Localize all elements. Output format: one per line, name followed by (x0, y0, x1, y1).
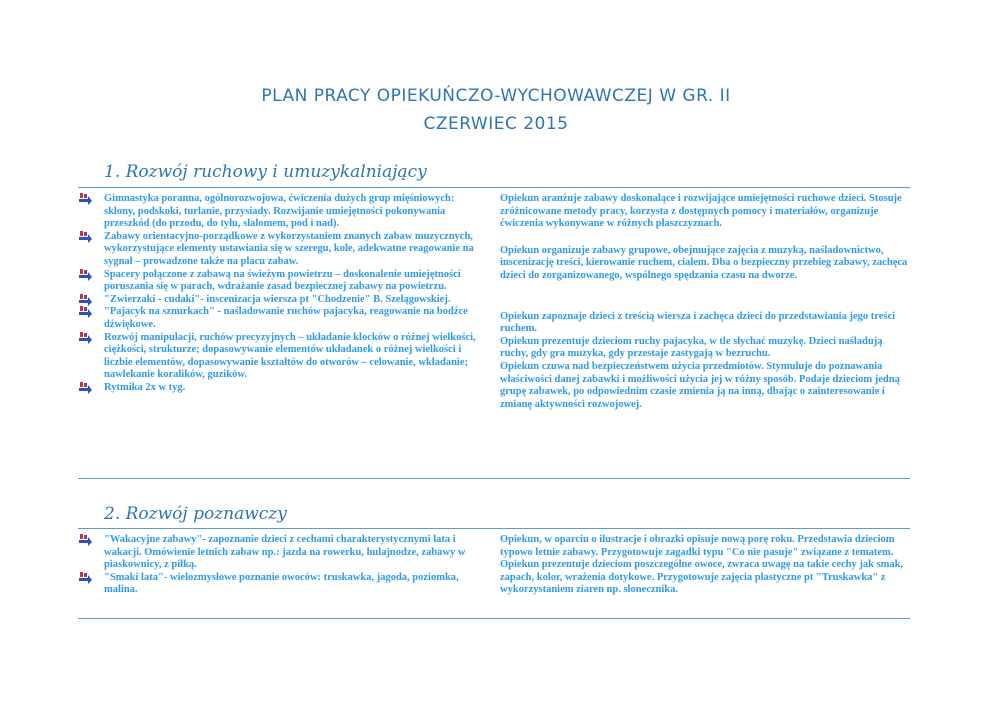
list-item (78, 572, 482, 597)
section-1-methods (500, 193, 910, 411)
bullet-arrow-icon (78, 294, 92, 306)
list-item-text: "Zwierzaki - cudaki"- inscenizacja wiersza pt "Chodzenie" B. Szelągowskiej. (104, 293, 451, 305)
list-item-text: Spacery połączone z zabawą na świeżym powietrzu – doskonalenie umiejętności poruszania się w parach, wdrażanie zasad bezpiecznej zabawy na powietrzu. (104, 268, 461, 293)
page-subtitle: CZERWIEC 2015 (423, 114, 569, 134)
page-title: PLAN PRACY OPIEKUŃCZO-WYCHOWAWCZEJ W GR. II (261, 86, 731, 106)
list-item (78, 193, 482, 231)
list-item (78, 269, 482, 294)
method-paragraph: Opiekun prezentuje dzieciom ruchy pajacyka, w tle słychać muzykę. Dzieci naśladują ruchy, gdy gra muzyka, gdy przestaje zastygają w bezruchu. (500, 335, 883, 360)
list-item-text: Rytmika 2x w tyg. (104, 381, 186, 393)
section-divider (78, 187, 910, 188)
list-item (78, 332, 482, 382)
section-divider (78, 618, 910, 619)
list-item-text: Zabawy orientacyjno-porządkowe z wykorzystaniem znanych zabaw muzycznych, wykorzystujące elementy ustawiania się w szeregu, kole, adekwatne reagowanie na sygnał – prowadzone także na placu zabaw. (104, 230, 474, 267)
method-paragraph: Opiekun, w oparciu o ilustracje i obrazki opisuje nową porę roku. Przedstawia dzieciom typowo letnie zabawy. Przygotowuje zagadki typu "Co nie pasuje" związane z tematem. (500, 534, 895, 558)
section-heading: 2. Rozwój poznawczy (104, 504, 287, 524)
list-item (78, 382, 482, 395)
method-paragraph: Opiekun zapoznaje dzieci z treścią wiersza i zachęca dzieci do przedstawiania jego treści ruchem. (500, 310, 896, 335)
bullet-arrow-icon (78, 572, 92, 584)
bullet-arrow-icon (78, 332, 92, 344)
list-item-text: Rozwój manipulacji, ruchów precyzyjnych – układanie klocków o różnej wielkości, ciężkości, strukturze; dopasowywanie elementów układanek o różnej wielkości i liczbie elementów, dopasowywanie kształtów do otworów – celowanie, wkładanie; nawlekanie koralików, guzików. (104, 331, 476, 381)
bullet-arrow-icon (78, 269, 92, 281)
list-item (78, 534, 482, 572)
bullet-arrow-icon (78, 193, 92, 205)
method-paragraph: Opiekun organizuje zabawy grupowe, obejmujące zajęcia z muzyką, naśladownictwo, inscenizację treści, kierowanie ruchem, ciałem. Dba o bezpieczny przebieg zabawy, zachęca dzieci do zorganizowanego, wspólnego spędzania czasu na dworze. (500, 244, 908, 281)
section-2-activities (78, 534, 482, 597)
section-1-activities (78, 193, 482, 395)
list-item (78, 231, 482, 269)
section-divider (78, 528, 910, 529)
bullet-arrow-icon (78, 534, 92, 546)
list-item-text: "Pajacyk na sznurkach" - naśladowanie ruchów pajacyka, reagowanie na bodźce dźwiękowe. (104, 306, 468, 330)
section-divider (78, 478, 910, 479)
bullet-arrow-icon (78, 382, 92, 394)
bullet-arrow-icon (78, 306, 92, 318)
list-item (78, 306, 482, 331)
bullet-arrow-icon (78, 231, 92, 243)
section-heading: 1. Rozwój ruchowy i umuzykalniający (104, 162, 427, 182)
method-paragraph: Opiekun prezentuje dzieciom poszczególne owoce, zwraca uwagę na takie cechy jak smak, zapach, kolor, wrażenia dotykowe. Przygotowuje zajęcia plastyczne pt "Truskawka" z wykorzystaniem ziaren np. słonecznika. (500, 559, 904, 596)
list-item-text: Gimnastyka poranna, ogólnorozwojowa, ćwiczenia dużych grup mięśniowych: skłony, podskoki, turlanie, przysiady. Rozwijanie umiejętności pokonywania przeszkód (do przodu, do tyłu, slalomem, pod i nad). (104, 193, 455, 230)
method-paragraph: Opiekun czuwa nad bezpieczeństwem użycia przedmiotów. Stymuluje do poznawania właściwości danej zabawki i możliwości użycia jej w różny sposób. Podaje dzieciom jedną grupę zabawek, po odpowiednim czasie zmienia ją na inną, dbając o zainteresowanie i zmianę aktywności rozwojowej. (500, 360, 900, 410)
method-paragraph: Opiekun aranżuje zabawy doskonalące i rozwijające umiejętności ruchowe dzieci. Stosuje zróżnicowane metody pracy, korzysta z dostępnych pomocy i materiałów, organizuje ćwiczenia wykonywane w różnych płaszczyznach. (500, 193, 902, 230)
section-2-methods (500, 534, 910, 597)
list-item-text: "Smaki lata"- wielozmysłowe poznanie owoców: truskawka, jagoda, poziomka, malina. (104, 571, 459, 596)
list-item (78, 294, 482, 307)
list-item-text: "Wakacyjne zabawy"- zapoznanie dzieci z cechami charakterystycznymi lata i wakacji. Omówienie letnich zabaw np.: jazda na rowerku, hulajnodze, zabawy w piaskownicy, z piłką. (104, 534, 466, 571)
